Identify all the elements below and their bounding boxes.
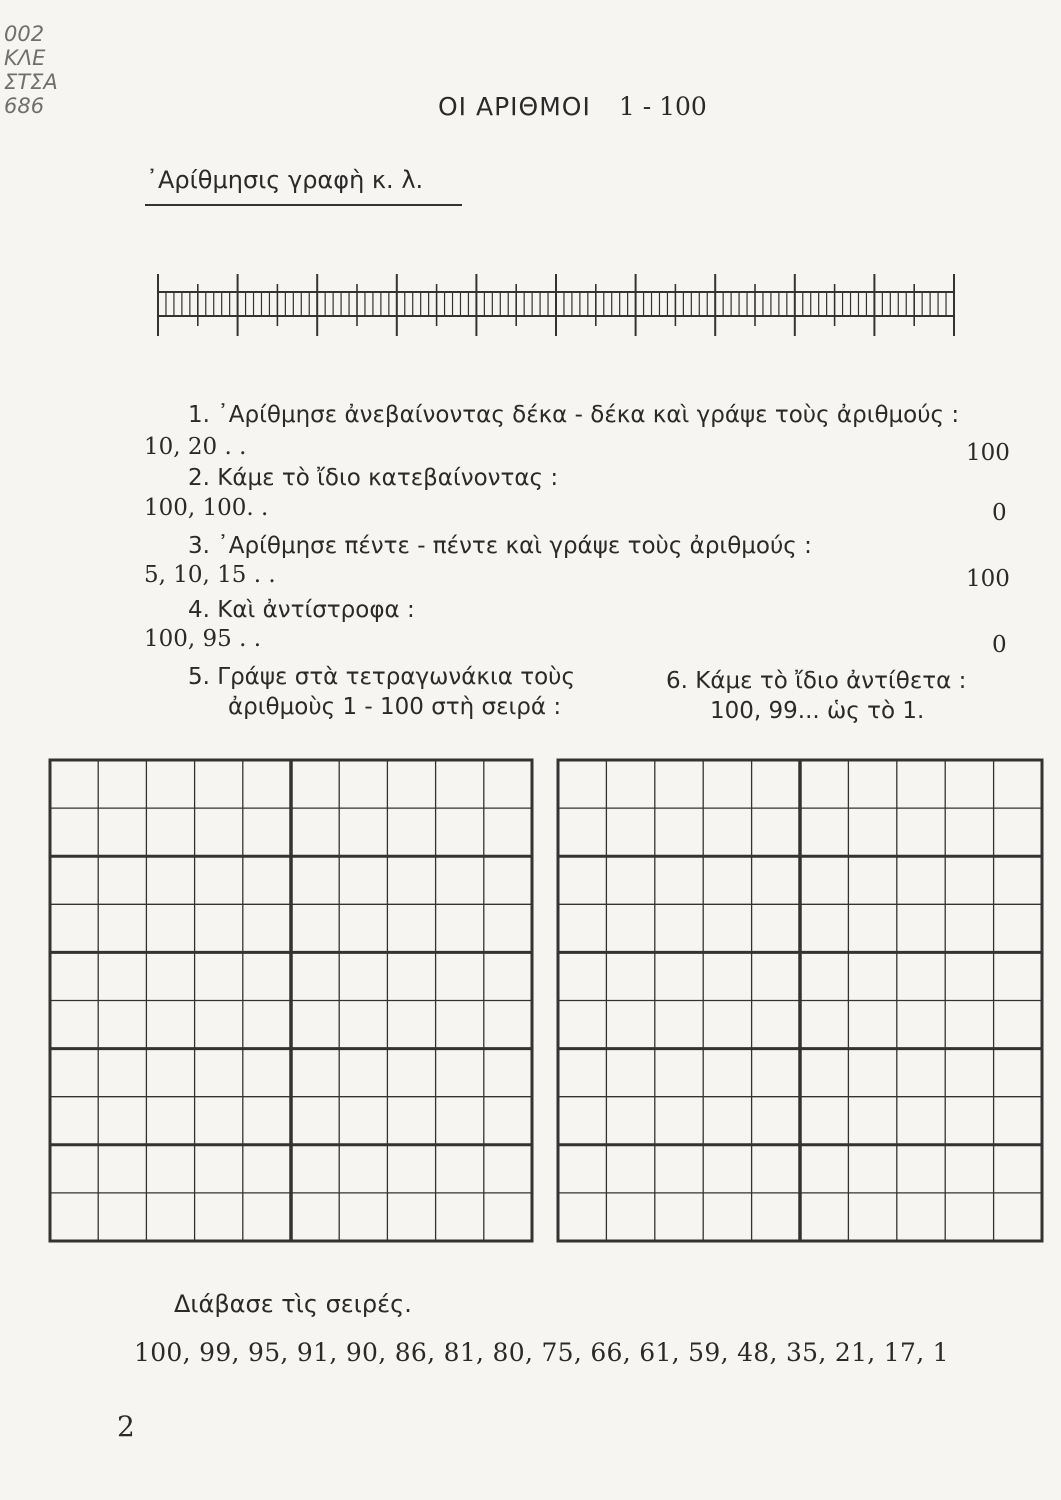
number-grid-descending[interactable] xyxy=(556,758,1044,1243)
catalog-mark-line: ΚΛΕ xyxy=(4,46,46,70)
counting-ruler xyxy=(150,262,960,342)
section-subtitle: ᾿Αρίθμησις γραφὴ κ. λ. xyxy=(146,166,424,194)
task-6-line-1: 6. Κάμε τὸ ἴδιο ἀντίθετα : xyxy=(666,668,967,694)
task-3-end: 100 xyxy=(966,566,1010,592)
task-4-text: 4. Καὶ ἀντίστροφα : xyxy=(188,597,415,623)
task-3-text: 3. ᾿Αρίθμησε πέντε - πέντε καὶ γράψε τοὺς ἀριθμούς : xyxy=(188,533,812,559)
page-title-range: 1 - 100 xyxy=(618,92,707,121)
task-5-line-1: 5. Γράψε στὰ τετραγωνάκια τοὺς xyxy=(188,664,575,690)
task-2-start: 100, 100. . xyxy=(144,495,269,521)
page-title xyxy=(438,92,707,121)
task-4-end: 0 xyxy=(992,632,1007,658)
catalog-mark-line: 686 xyxy=(4,94,45,118)
task-2-end: 0 xyxy=(992,500,1007,526)
task-5-line-2: ἀριθμοὺς 1 - 100 στὴ σειρά : xyxy=(228,694,562,720)
task-1-text: 1. ᾿Αρίθμησε ἀνεβαίνοντας δέκα - δέκα καὶ γράψε τοὺς ἀριθμούς : xyxy=(188,402,960,428)
task-2-text: 2. Κάμε τὸ ἴδιο κατεβαίνοντας : xyxy=(188,465,559,491)
page-title-text: ΟΙ ΑΡΙΘΜΟΙ xyxy=(438,92,591,121)
subtitle-underline xyxy=(145,204,462,206)
task-1-end: 100 xyxy=(966,440,1010,466)
task-6-line-2: 100, 99... ὡς τὸ 1. xyxy=(710,698,925,724)
task-3-start: 5, 10, 15 . . xyxy=(144,562,276,588)
catalog-mark-line: 002 xyxy=(4,22,45,46)
read-series-instruction: Διάβασε τὶς σειρές. xyxy=(174,1290,412,1318)
catalog-mark-line: ΣΤΣΑ xyxy=(4,70,58,94)
catalog-mark xyxy=(4,22,58,118)
task-4-start: 100, 95 . . xyxy=(144,626,262,652)
number-series: 100, 99, 95, 91, 90, 86, 81, 80, 75, 66, 61, 59, 48, 35, 21, 17, 1 xyxy=(134,1338,949,1367)
task-1-start: 10, 20 . . xyxy=(144,434,247,460)
page-number: 2 xyxy=(117,1410,135,1443)
number-grid-ascending[interactable] xyxy=(48,758,534,1243)
